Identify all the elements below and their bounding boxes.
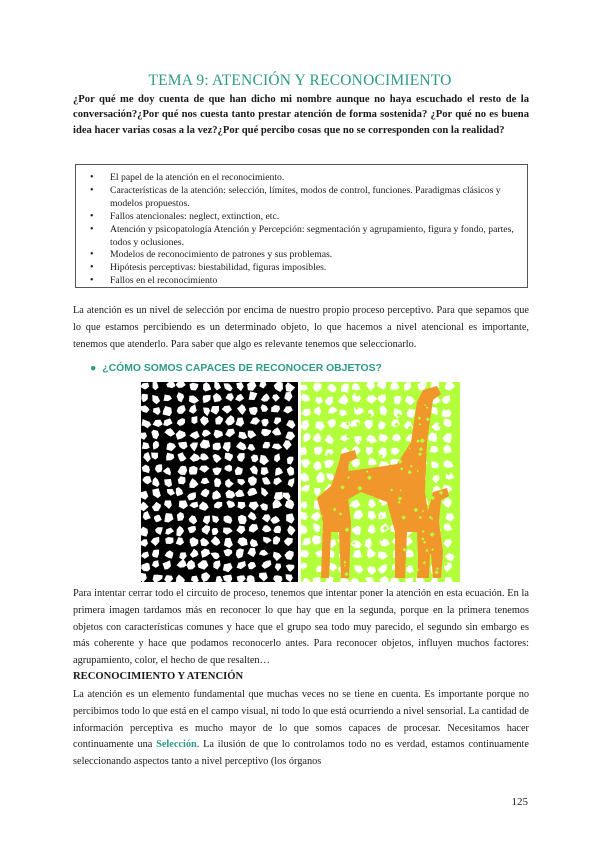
- topics-list: [110, 172, 515, 288]
- topics-box: [75, 164, 528, 288]
- page-number: 125: [511, 796, 528, 808]
- topic-item: • Características de la atención: selección, límites, modos de control, funciones. Paradigmas clásicos y modelos propuestos.: [110, 185, 515, 211]
- subheading-text: ¿CÓMO SOMOS CAPACES DE RECONOCER OBJETOS?: [102, 363, 382, 374]
- topic-item: • Modelos de reconocimiento de patrones y sus problemas.: [110, 249, 515, 262]
- topic-item: • El papel de la atención en el reconocimiento.: [110, 172, 515, 185]
- camouflage-giraffe-image: [141, 382, 298, 582]
- figure-paragraph: Para intentar cerrar todo el circuito de proceso, tenemos que intentar poner la atención en esta ecuación. En la primera imagen tardamos más en reconocer lo que hay que en la segunda, porque en la primera tenemos objetos con características comunes y hace que el grupo sea todo muy parecido, el segundo sin embargo es más coherente y hace que podamos reconocerlo antes. Para reconocer objetos, influyen muchos factores: agrupamiento, color, el hecho de que resalten…: [73, 588, 529, 667]
- topic-item: • Fallos atencionales: neglect, extinction, etc.: [110, 211, 515, 224]
- colored-giraffe-image: [301, 382, 460, 582]
- topic-item: • Fallos en el reconocimiento: [110, 275, 515, 288]
- topic-item: • Atención y psicopatología Atención y Percepción: segmentación y agrupamiento, figura y fondo, partes, todos y oclusiones.: [110, 224, 515, 250]
- chapter-title: TEMA 9: ATENCIÓN Y RECONOCIMIENTO: [148, 72, 452, 89]
- topic-item: • Hipótesis perceptivas: biestabilidad, figuras imposibles.: [110, 262, 515, 275]
- guiding-questions: ¿Por qué me doy cuenta de que han dicho mi nombre aunque no haya escuchado el resto de la conversación?¿Por qué nos cuesta tanto prestar atención de forma sostenida? ¿Por qué no es buena idea hacer varias cosas a la vez?¿Por qué percibo cosas que no se corresponden con la realidad?: [73, 94, 529, 136]
- highlighted-term: Selección: [156, 739, 197, 751]
- section-text-end: . La ilusión de que lo controlamos todo no es verdad, estamos continuamente seleccionando aspectos tanto a nivel perceptivo (los órganos: [73, 739, 529, 768]
- section-paragraph: [73, 687, 529, 771]
- subheading: [90, 363, 382, 374]
- section-heading: RECONOCIMIENTO Y ATENCIÓN: [73, 671, 244, 682]
- bullet-icon: ●: [90, 363, 97, 374]
- section-text-start: La atención es un elemento fundamental que muchas veces no se tiene en cuenta. Es importante porque no percibimos todo lo que está en el campo visual, ni todo lo que está ocurriendo a nivel sensorial. La cantidad de información perceptiva es mucho mayor de lo que somos capaces de procesar. Necesitamos hacer continuamente una: [73, 689, 529, 751]
- intro-paragraph: La atención es un nivel de selección por encima de nuestro propio proceso perceptivo. Para que sepamos que lo que estamos percibiendo es un determinado objeto, lo que hacemos a nivel atencional es importante, tenemos que atenderlo. Para saber que algo es relevante tenemos que seleccionarlo.: [73, 305, 529, 350]
